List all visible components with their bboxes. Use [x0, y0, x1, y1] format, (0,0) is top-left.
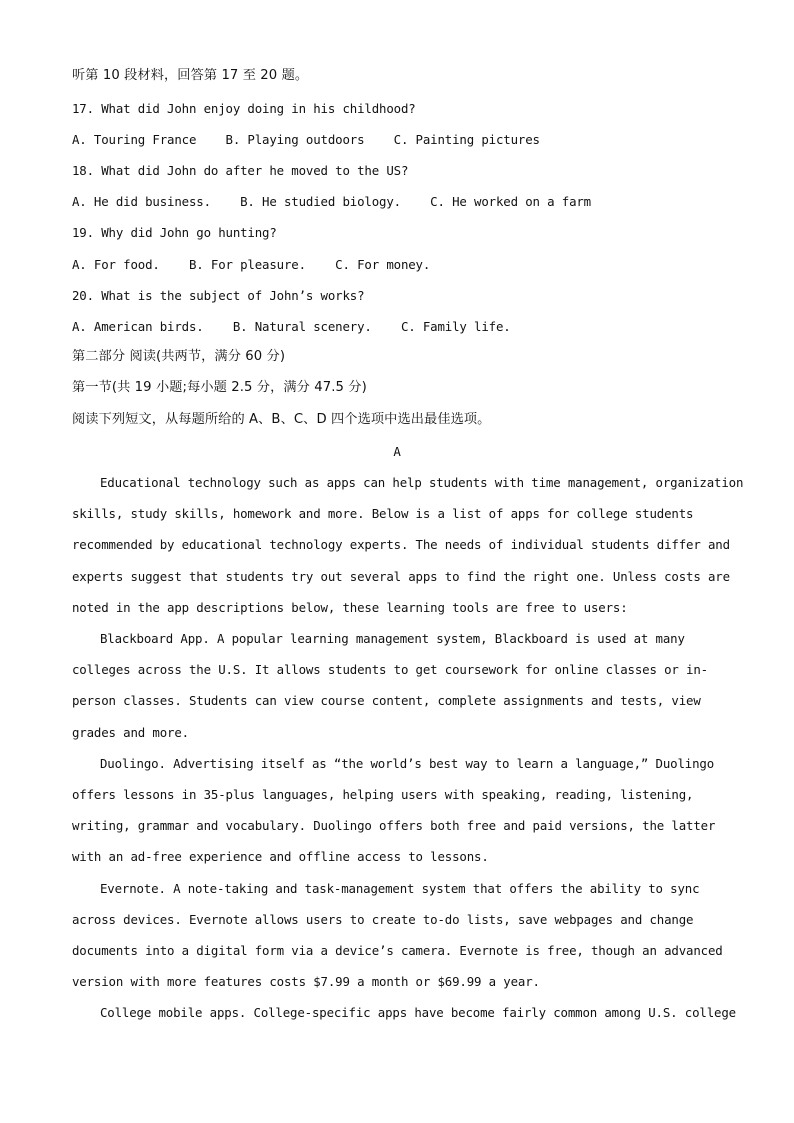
question-18: 18. What did John do after he moved to the US? [72, 163, 409, 178]
passage-line: colleges across the U.S. It allows students to get coursework for online classes or in- [72, 662, 708, 677]
listening-section-header: 听第 10 段材料，回答第 17 至 20 题。 [72, 68, 309, 83]
passage-line: Educational technology such as apps can help students with time management, organization [100, 475, 744, 490]
part-two-title: 第二部分 阅读(共两节，满分 60 分) [72, 349, 286, 364]
passage-line: noted in the app descriptions below, these learning tools are free to users: [72, 600, 628, 615]
passage-line: offers lessons in 35-plus languages, helping users with speaking, reading, listening, [72, 787, 694, 802]
question-19-options: A. For food. B. For pleasure. C. For money. [72, 257, 431, 272]
question-20-options: A. American birds. B. Natural scenery. C. Family life. [72, 319, 511, 334]
section-one-title: 第一节(共 19 小题;每小题 2.5 分，满分 47.5 分) [72, 380, 367, 395]
passage-line: skills, study skills, homework and more. Below is a list of apps for college students [72, 506, 694, 521]
passage-line: person classes. Students can view course content, complete assignments and tests, view [72, 693, 701, 708]
question-17-options: A. Touring France B. Playing outdoors C. Painting pictures [72, 132, 540, 147]
passage-line: experts suggest that students try out several apps to find the right one. Unless costs are [72, 569, 730, 584]
passage-line: recommended by educational technology experts. The needs of individual students differ and [72, 537, 730, 552]
passage-line: grades and more. [72, 725, 189, 740]
passage-line: Duolingo. Advertising itself as “the world’s best way to learn a language,” Duolingo [100, 756, 715, 771]
passage-line: version with more features costs $7.99 a month or $69.99 a year. [72, 974, 540, 989]
passage-line: Blackboard App. A popular learning management system, Blackboard is used at many [100, 631, 685, 646]
reading-instruction: 阅读下列短文，从每题所给的 A、B、C、D 四个选项中选出最佳选项。 [72, 412, 491, 427]
question-17: 17. What did John enjoy doing in his childhood? [72, 101, 416, 116]
passage-line: writing, grammar and vocabulary. Duolingo offers both free and paid versions, the latter [72, 818, 716, 833]
passage-line: with an ad-free experience and offline access to lessons. [72, 849, 489, 864]
question-19: 19. Why did John go hunting? [72, 225, 277, 240]
passage-line: documents into a digital form via a device’s camera. Evernote is free, though an advanced [72, 943, 723, 958]
passage-line: College mobile apps. College-specific apps have become fairly common among U.S. college [100, 1005, 736, 1020]
passage-label: A [393, 444, 401, 459]
passage-line: across devices. Evernote allows users to create to-do lists, save webpages and change [72, 912, 694, 927]
question-18-options: A. He did business. B. He studied biology. C. He worked on a farm [72, 194, 591, 209]
passage-line: Evernote. A note-taking and task-management system that offers the ability to sync [100, 881, 700, 896]
question-20: 20. What is the subject of John’s works? [72, 288, 365, 303]
